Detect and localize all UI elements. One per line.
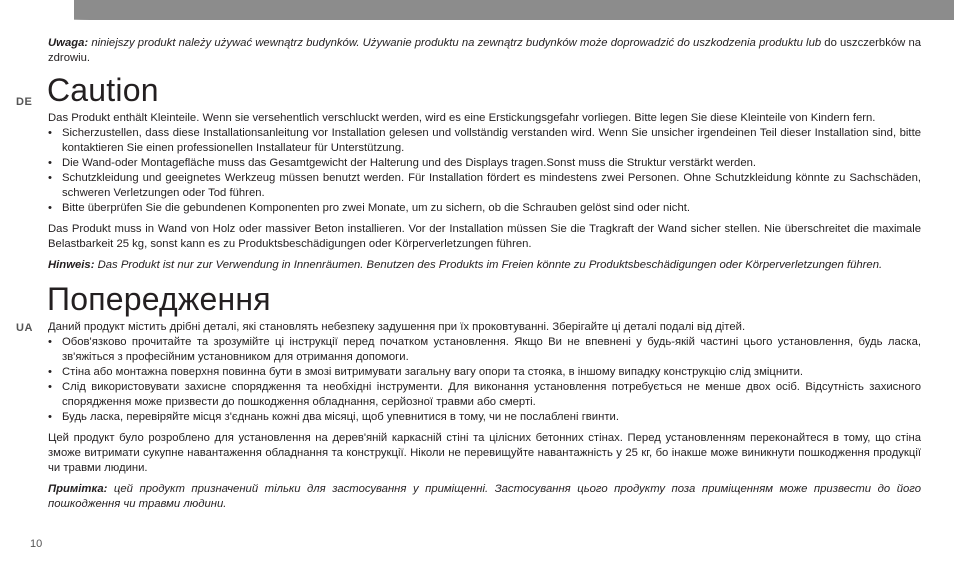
de-bullet-list [48,126,921,216]
section-de [48,72,921,273]
de-title: Caution [47,72,159,108]
ua-bullet-list [48,335,921,425]
header-band [0,0,954,20]
ua-intro: Даний продукт містить дрібні деталі, які становлять небезпеку задушення при їх проковтуванні. Зберігайте ці деталі подалі від дітей. [48,321,746,333]
de-intro: Das Produkt enthält Kleinteile. Wenn sie versehentlich verschluckt werden, wird es eine Erstickungsgefahr vorliegen. Bitte legen Sie diese Kleinteile von Kindern fern. [48,112,876,124]
header-band-cutout [0,0,74,20]
de-bullet: • Schutzkleidung und geeignetes Werkzeug müssen benutzt werden. Für Installation fördert es mindestens zwei Personen. Ohne Schutzkleidung könnte zu Sachschäden, schweren Verletzungen oder Tod führen. [48,171,921,201]
de-note-label: Hinweis: [48,259,95,271]
de-bullet: • Bitte überprüfen Sie die gebundenen Komponenten pro zwei Monate, um zu sichern, ob die Schrauben gelöst sind oder nicht. [48,201,921,216]
de-bullet: • Die Wand-oder Montagefläche muss das Gesamtgewicht der Halterung und des Displays tragen.Sonst muss die Struktur verstärkt werden. [48,156,921,171]
de-paragraph: Das Produkt muss in Wand von Holz oder massiver Beton installieren. Vor der Installation müssen Sie die Tragkraft der Wand sicher stellen. Nie überschreitet die maximale Belastbarkeit 25 kg, sonst kann es zu Produktsbeschädigungen oder Körperverletzungen führen. [48,223,921,250]
ua-note-label: Примітка: [48,483,108,495]
ua-note-text: цей продукт призначений тільки для застосування у приміщенні. Застосування цього продукту поза приміщенням може призвести до його пошкодження чи травми людини. [48,483,921,510]
ua-title: Попередження [47,281,271,317]
ua-bullet: • Слід використовувати захисне спорядження та необхідні інструменти. Для виконання установлення потребується не менше двох осіб. Відсутність захисного спорядження може призвести до пошкодження обладнання, серйозної травми або смерті. [48,380,921,410]
de-note [48,258,921,273]
document-body [48,36,921,512]
de-note-text: Das Produkt ist nur zur Verwendung in Innenräumen. Benutzen des Produkts im Freien könnte zu Produktsbeschädigungen oder Körperverletzungen führen. [94,259,883,271]
lang-marker-ua: UA [16,322,33,334]
lang-marker-de: DE [16,96,33,108]
ua-bullet: • Стіна або монтажна поверхня повинна бути в змозі витримувати загальну вагу опори та стояка, в іншому випадку конструкцію слід зміцнити. [48,365,921,380]
page-number: 10 [30,538,43,550]
pl-note-label: Uwaga: [48,37,89,49]
ua-bullet: • Будь ласка, перевіряйте місця з'єднань кожні два місяці, щоб упевнитися в тому, чи не послаблені гвинти. [48,410,921,425]
pl-note-tail: do uszczerbków na zdrowiu. [48,37,922,64]
section-ua [48,281,921,512]
ua-bullet: • Обов'язково прочитайте та зрозумійте ці інструкції перед початком установлення. Якщо Ви не впевнені у будь-якій частині цього установлення, будь ласка, зв'яжіться з професійним установником для отримання допомоги. [48,335,921,365]
ua-note [48,482,921,512]
pl-note [48,36,921,66]
pl-note-text: niniejszy produkt należy używać wewnątrz budynków. Używanie produktu na zewnątrz budynków może doprowadzić do uszkodzenia produktu lub [88,37,822,49]
ua-paragraph: Цей продукт було розроблено для установлення на дерев'яній каркасній стіні та цілісних бетонних стінах. Перед установленням переконайтеся в тому, що стіна зможе витримати сукупне навантаження обладнання та конструкції. Ніколи не перевищуйте навантажність у 25 кг, бо інакше може виникнути пошкодження продукції чи травми людини. [48,432,921,474]
de-bullet: • Sicherzustellen, dass diese Installationsanleitung vor Installation gelesen und vollständig verstanden wird. Wenn Sie unsicher irgendeinen Teil dieser Installation sind, bitte kontaktieren Sie einen professionellen Installateur für Unterstützung. [48,126,921,156]
